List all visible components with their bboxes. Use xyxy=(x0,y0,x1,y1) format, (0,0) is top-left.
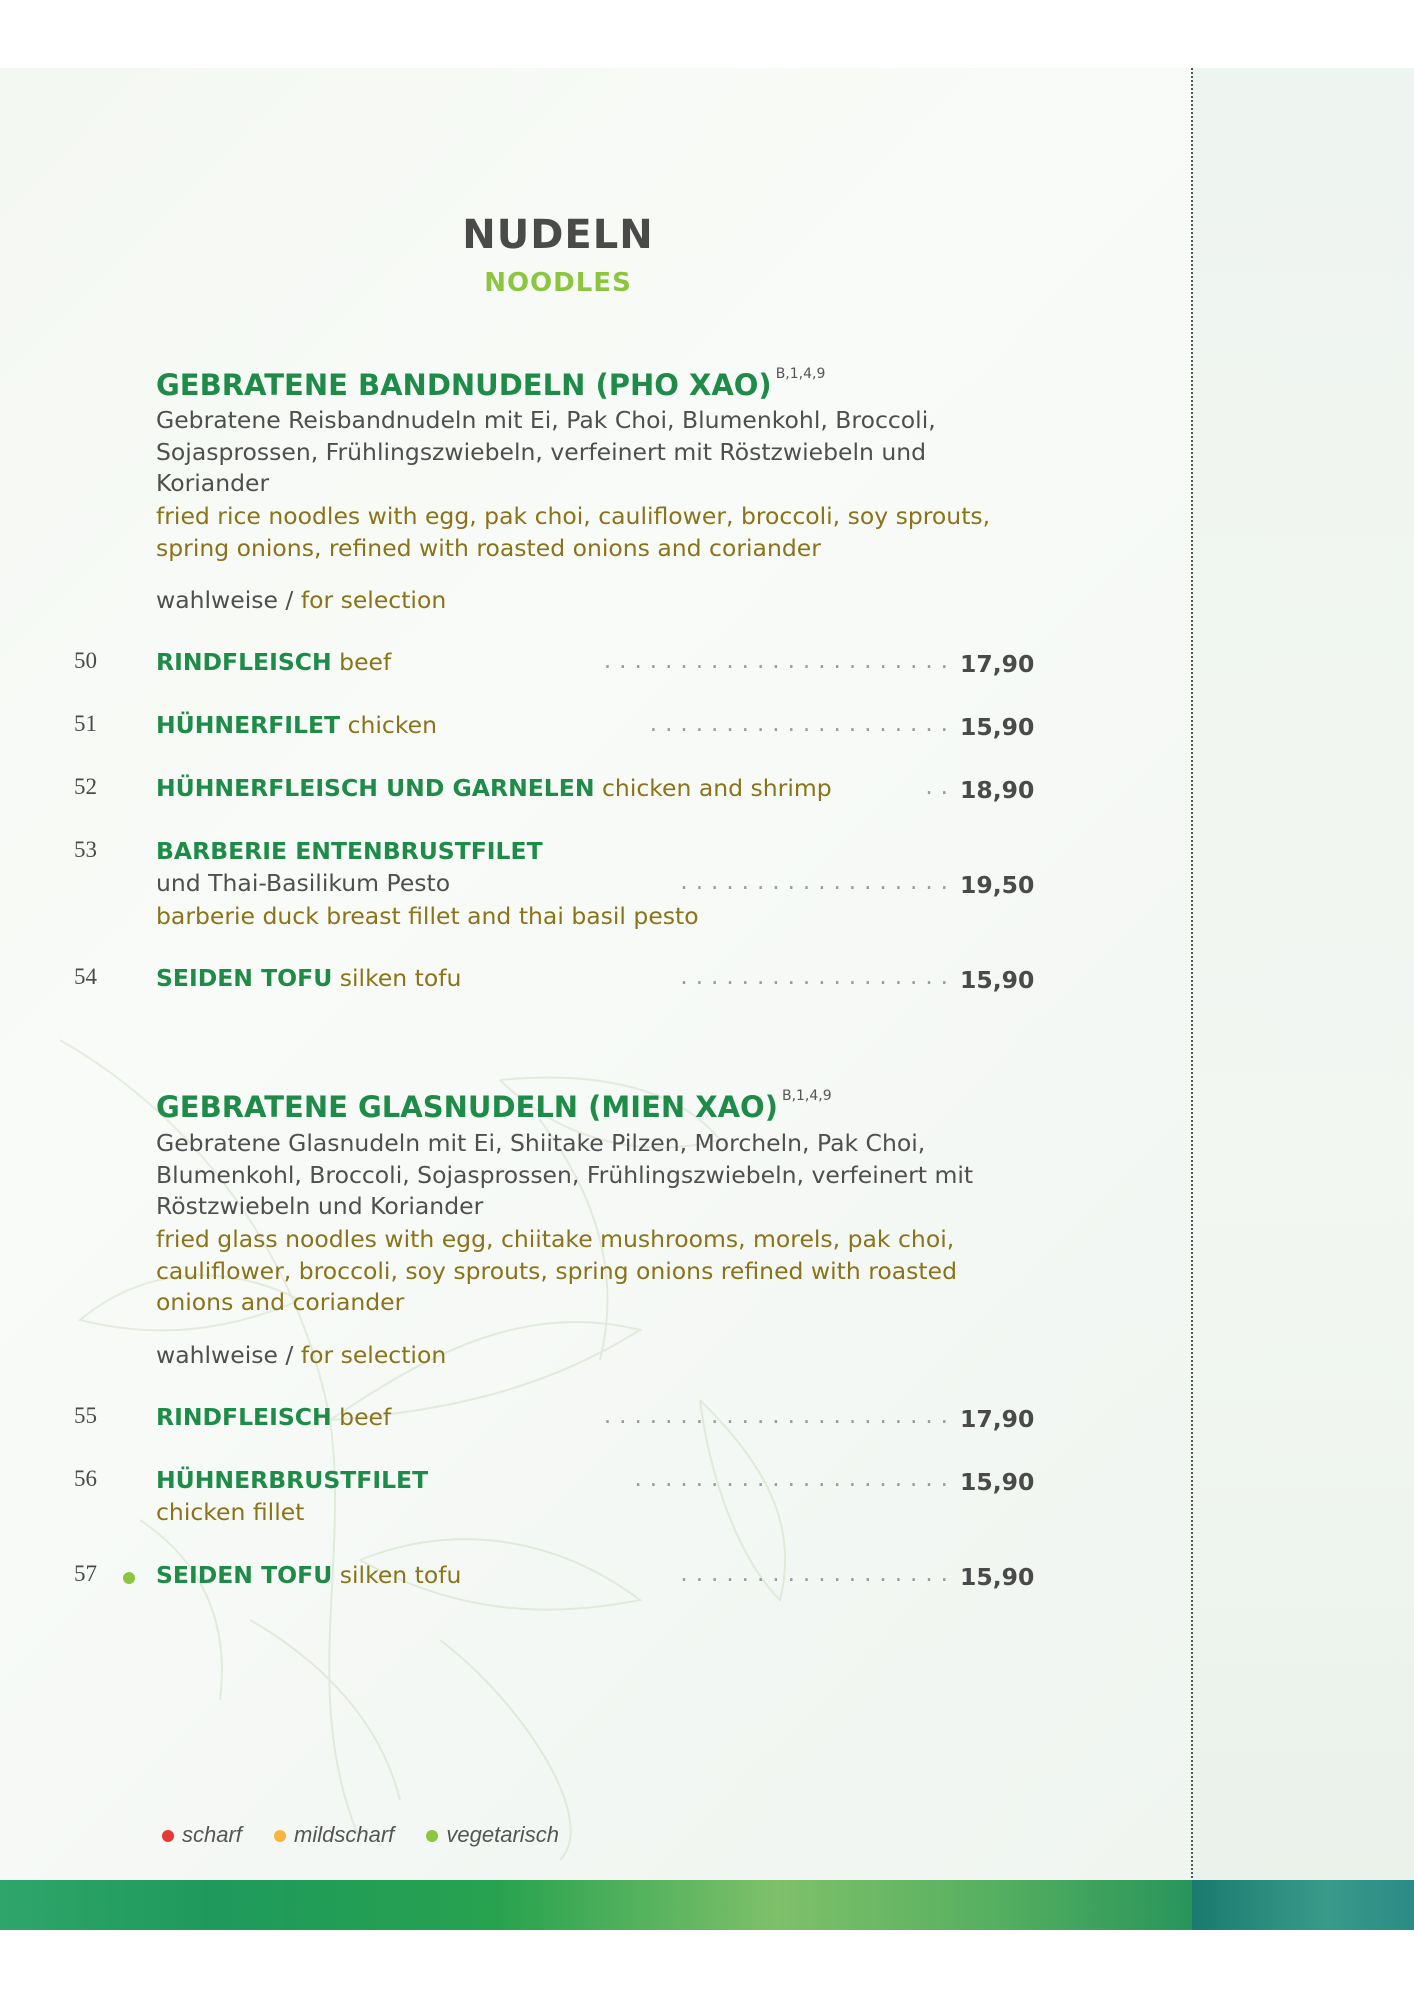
allergen-codes: B,1,4,9 xyxy=(775,366,826,382)
page-subtitle: NOODLES xyxy=(484,268,632,298)
item-name-en: silken tofu xyxy=(339,1561,462,1589)
item-name-de: HÜHNERFLEISCH UND GARNELEN xyxy=(156,774,595,802)
menu-item-name xyxy=(156,711,437,739)
item-price: 15,90 xyxy=(960,1563,1035,1591)
dot-leader: .................... xyxy=(649,711,956,737)
section-heading-text: GEBRATENE GLASNUDELN (MIEN XAO) xyxy=(156,1090,778,1124)
section-description-de: Gebratene Reisbandnudeln mit Ei, Pak Choi, Blumenkohl, Broccoli, Sojasprossen, Frühlingszwiebeln, verfeinert mit Röstzwiebeln und Koriander xyxy=(156,406,936,497)
footer-green-band-right xyxy=(1192,1880,1414,1930)
menu-item-name xyxy=(156,774,832,802)
item-number: 55 xyxy=(74,1403,97,1428)
legend-label: scharf xyxy=(182,1822,242,1847)
legend-label: mildscharf xyxy=(294,1822,395,1847)
dot-leader: .. xyxy=(925,774,956,800)
vegetarian-marker xyxy=(123,1572,135,1584)
menu-item-name xyxy=(156,1466,428,1494)
page-fold-line xyxy=(1191,68,1193,1930)
selection-note-en: for selection xyxy=(300,586,447,614)
section-heading-text: GEBRATENE BANDNUDELN (PHO XAO) xyxy=(156,368,772,402)
legend-item-mildscharf xyxy=(274,1822,394,1848)
selection-note-de: wahlweise / xyxy=(156,586,294,614)
legend-label: vegetarisch xyxy=(446,1822,559,1847)
item-name-de: HÜHNERBRUSTFILET xyxy=(156,1466,429,1494)
item-price: 19,50 xyxy=(960,871,1035,899)
page-title: NUDELN xyxy=(462,212,654,258)
item-number: 56 xyxy=(74,1466,97,1491)
selection-note-en: for selection xyxy=(300,1341,447,1369)
menu-item-name xyxy=(156,1561,461,1589)
item-name-de: SEIDEN TOFU xyxy=(156,1561,333,1589)
dot-leader: .................. xyxy=(680,964,956,990)
menu-item-subline: und Thai-Basilikum Pesto xyxy=(156,869,451,897)
legend-item-scharf xyxy=(162,1822,242,1848)
right-margin-panel xyxy=(1192,68,1414,1930)
dot-red-icon xyxy=(162,1830,174,1842)
item-name-en: chicken and shrimp xyxy=(602,774,832,802)
item-price: 17,90 xyxy=(960,1405,1035,1433)
item-price: 15,90 xyxy=(960,713,1035,741)
menu-item-name xyxy=(156,837,543,865)
legend-item-vegetarisch xyxy=(426,1822,559,1848)
dot-leader: .................. xyxy=(680,1561,956,1587)
item-name-en: beef xyxy=(339,1403,392,1431)
section-description-de: Gebratene Glasnudeln mit Ei, Shiitake Pilzen, Morcheln, Pak Choi, Blumenkohl, Broccoli, Sojasprossen, Frühlingszwiebeln, verfeinert mit Röstzwiebeln und Koriander xyxy=(156,1129,974,1220)
selection-note-de: wahlweise / xyxy=(156,1341,294,1369)
item-price: 15,90 xyxy=(960,1468,1035,1496)
item-name-de: BARBERIE ENTENBRUSTFILET xyxy=(156,837,543,865)
menu-item-name xyxy=(156,1403,391,1431)
dot-leader: ....................... xyxy=(603,1403,956,1429)
dot-leader: .................. xyxy=(680,869,956,895)
item-price: 18,90 xyxy=(960,776,1035,804)
item-number: 51 xyxy=(74,711,97,736)
item-price: 17,90 xyxy=(960,650,1035,678)
item-name-en: barberie duck breast fillet and thai basil pesto xyxy=(156,902,699,930)
dot-leader: ....................... xyxy=(603,648,956,674)
item-name-en: beef xyxy=(339,648,392,676)
section-heading xyxy=(156,1090,832,1124)
dot-green-icon xyxy=(426,1830,438,1842)
item-number: 53 xyxy=(74,837,97,862)
selection-note xyxy=(156,1341,446,1369)
item-name-de: HÜHNERFILET xyxy=(156,711,341,739)
dot-leader: ..................... xyxy=(634,1466,956,1492)
item-number: 50 xyxy=(74,648,97,673)
item-name-de: SEIDEN TOFU xyxy=(156,964,333,992)
legend xyxy=(162,1822,585,1848)
selection-note xyxy=(156,586,446,614)
item-number: 57 xyxy=(74,1561,97,1586)
section-description-en: fried glass noodles with egg, chiitake mushrooms, morels, pak choi, cauliflower, broccoli, soy sprouts, spring onions refined with roasted onions and coriander xyxy=(156,1225,958,1316)
dot-orange-icon xyxy=(274,1830,286,1842)
item-name-de: RINDFLEISCH xyxy=(156,1403,332,1431)
item-price: 15,90 xyxy=(960,966,1035,994)
section-heading xyxy=(156,368,825,402)
section-description-en: fried rice noodles with egg, pak choi, cauliflower, broccoli, soy sprouts, spring onions, refined with roasted onions and coriander xyxy=(156,502,991,562)
item-name-en: silken tofu xyxy=(339,964,462,992)
item-name-de: RINDFLEISCH xyxy=(156,648,332,676)
item-number: 52 xyxy=(74,774,97,799)
menu-item-name xyxy=(156,964,461,992)
allergen-codes: B,1,4,9 xyxy=(781,1088,832,1104)
item-number: 54 xyxy=(74,964,97,989)
item-name-en: chicken fillet xyxy=(156,1498,305,1526)
menu-item-name xyxy=(156,648,391,676)
item-name-en: chicken xyxy=(347,711,437,739)
